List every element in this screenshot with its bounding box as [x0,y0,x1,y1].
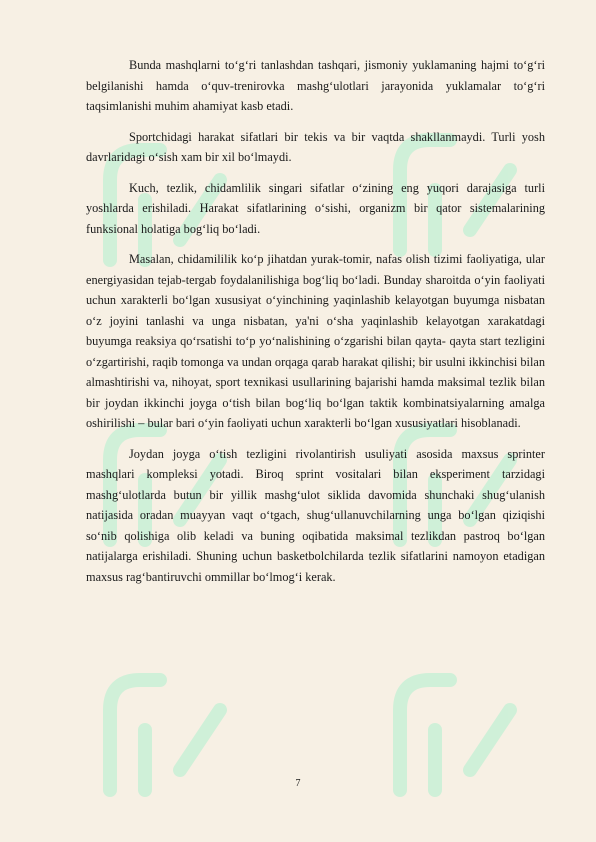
watermark-logo-icon [70,620,250,820]
paragraph: Kuch, tezlik, chidamlilik singari sifatlar o‘zining eng yuqori darajasiga turli yoshlarda erishiladi. Harakat sifatlarining o‘sishi, organizm bir qator sistemalarining funksional holatiga bog‘liq bo‘ladi. [86,180,545,236]
watermark-logo-icon [360,620,540,820]
paragraph: Bunda mashqlarni to‘g‘ri tanlashdan tashqari, jismoniy yuklamaning hajmi to‘g‘ri belgilanishi hamda o‘quv-trenirovka mashg‘ulotlari jarayonida yuklamalar to‘g‘ri taqsimlanishi muhim ahamiyat kasb etadi. [86,58,545,113]
paragraph: Masalan, chidamililik ko‘p jihatdan yurak-tomir, nafas olish tizimi faoliyatiga, ular energiyasidan tejab-tergab foydalanilishiga bog‘liq bo‘ladi. Bunday sharoitda o‘yin faoliyati uchun xarakterli bo‘lgan xususiyat o‘yinchining yaqinlashib kelayotgan buyumga nisbatan o‘z joyini tanlashi va unga nisbatan, ya'ni o‘sha yaqinlashib kelayotgan xarakatdagi buyumga reaksiya qo‘rsatishi to‘p yo‘nalishining o‘zgarishi bilan qayta- qayta start tezligini o‘zgartirishi, raqib tomonga va undan orqaga qarab harakat qilishi; bir usulni ikkinchisi bilan almashtirishi va, nihoyat, sport texnikasi usullarining bajarishi hamda maksimal tezlik bilan bir joydan ikkinchi joyga o‘tish bilan bog‘liq bo‘lgan taktik kombinatsiyalarning amalga oshirilishi – bular bari o‘yin faoliyati uchun xarakterli bo‘lgan xususiyatlari hisoblanadi. [86,252,545,430]
body-text [86,55,545,597]
paragraph: Sportchidagi harakat sifatlari bir tekis va bir vaqtda shakllanmaydi. Turli yosh davrlaridagi o‘sish xam bir xil bo‘lmaydi. [86,129,545,164]
page-number: 7 [295,778,301,789]
paragraph: Joydan joyga o‘tish tezligini rivolantirish usuliyati asosida maxsus sprinter mashqlari kompleksi yotadi. Biroq sprint vositalari bilan eksperiment tarzidagi mashg‘ulotlarda butun bir yillik mashg‘ulot siklida davomida shunchaki shug‘ulanish natijasida oradan muayyan vaqt o‘tgach, shug‘ullanuvchilarning unga bo‘lgan qiziqishi so‘nib qolishiga olib keladi va buning oqibatida maksimal tezlikdan pastroq bo‘lgan natijalarga erishiladi. Shuning uchun basketbolchilarda tezlik sifatlarini namoyon etadigan maxsus rag‘bantiruvchi ommillar bo‘lmog‘i kerak. [86,446,545,584]
